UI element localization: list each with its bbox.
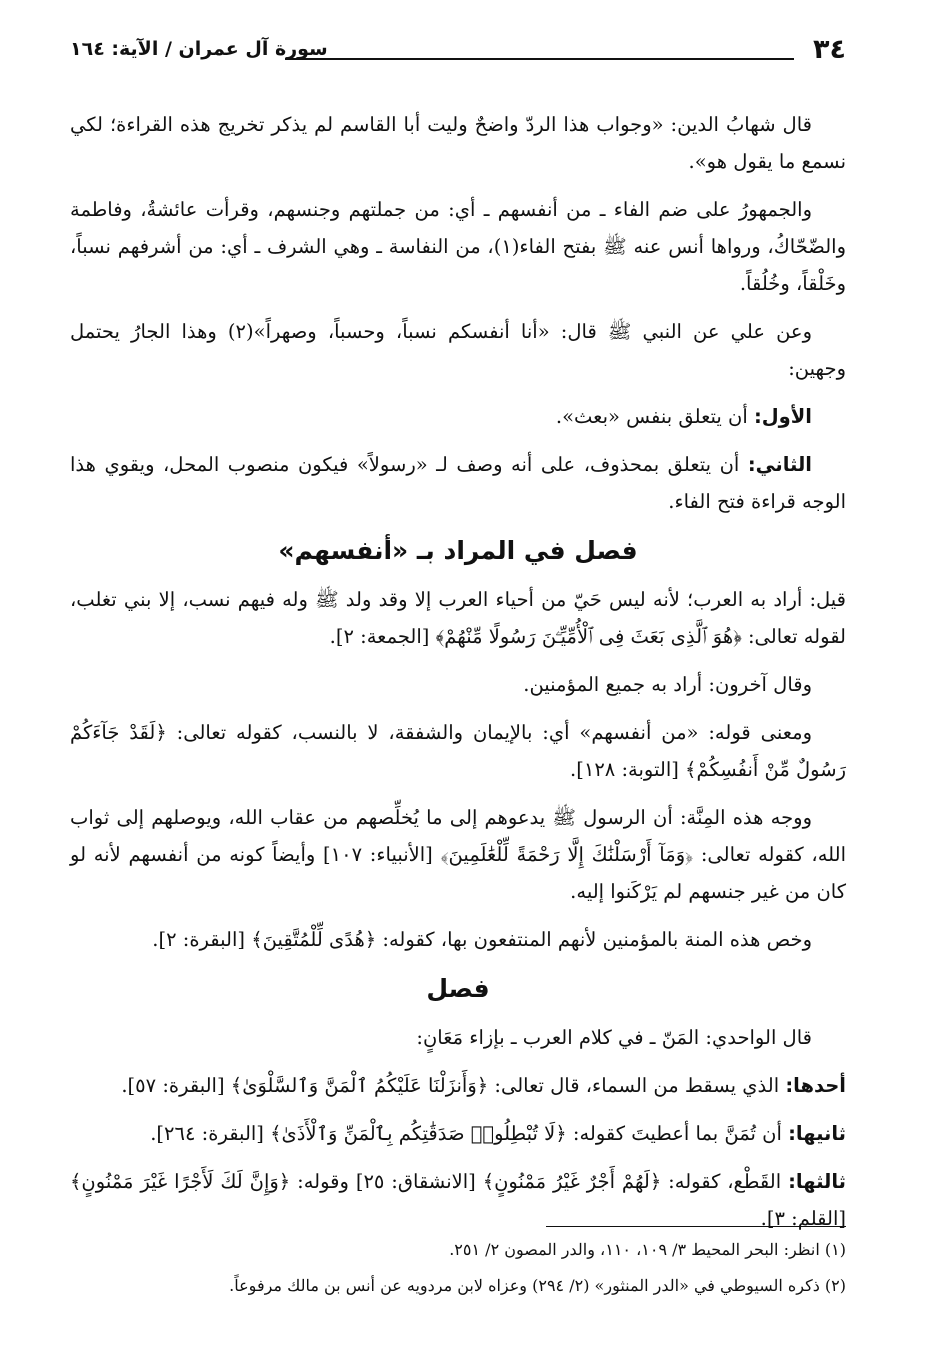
term-label: الأول:	[753, 405, 812, 428]
paragraph: قال شهابُ الدين: «وجواب هذا الردّ واضحٌ وليت أبا القاسم لم يذكر تخريج هذه القراءة؛ لكي نسمع ما يقول هو».	[70, 113, 846, 173]
page-number: ٣٤	[813, 34, 846, 65]
page-body	[70, 106, 846, 1248]
paragraph: ومعنى قوله: «من أنفسهم» أي: بالإيمان والشفقة، لا بالنسب، كقوله تعالى: ﴿لَقَدْ جَآءَكُمْ رَسُولٌ مِّنْ أَنفُسِكُمْ﴾ [التوبة: ١٢٨].	[70, 721, 846, 781]
term-text: أن يتعلق بنفس «بعث».	[555, 405, 748, 428]
paragraph: ووجه هذه المِنَّة: أن الرسول ﷺ يدعوهم إلى ما يُخلِّصهم من عقاب الله، ويوصلهم إلى ثواب الله، كقوله تعالى: ﴿وَمَآ أَرْسَلْنَٰكَ إِلَّا رَحْمَةً لِّلْعَٰلَمِينَ﴾ [الأنبياء: ١٠٧] وأيضاً كونه من أنفسهم لأنه لو كان من غير جنسهم لم يَرْكَنوا إليه.	[70, 806, 846, 903]
header-rule	[285, 58, 794, 60]
footnotes	[70, 1226, 846, 1307]
section-heading: فصل في المراد بـ «أنفسهم»	[278, 536, 638, 565]
running-title: سورة آل عمران / الآية: ١٦٤	[70, 38, 328, 60]
term-text: أن تُمَنَّ بما أعطيتَ كقوله: ﴿لَا تُبْطِلُوا۟ صَدَقَٰتِكُم بِٱلْمَنِّ وَٱلْأَذَىٰ﴾ [البقرة: ٢٦٤].	[150, 1122, 782, 1145]
paragraph	[70, 398, 846, 435]
page-header	[70, 34, 846, 70]
term-label: ثانيها:	[788, 1122, 846, 1145]
footnote: (١) انظر: البحر المحيط ٣/ ١٠٩، ١١٠، والدر المصون ٢/ ٢٥١.	[449, 1240, 846, 1259]
paragraph	[70, 1067, 846, 1104]
term-label: الثاني:	[747, 453, 812, 476]
paragraph	[70, 1115, 846, 1152]
paragraph: قال الواحدي: المَنّ ـ في كلام العرب ـ بإزاء مَعَانٍ:	[416, 1026, 812, 1049]
paragraph: وعن علي عن النبي ﷺ قال: «أنا أنفسكم نسباً، وحسباً، وصهراً»(٢) وهذا الجارُ يحتمل وجهين:	[70, 320, 846, 380]
term-text: أن يتعلق بمحذوف، على أنه وصف لـ «رسولاً» فيكون منصوب المحل، ويقوي هذا الوجه قراءة فتح الفاء.	[70, 453, 846, 513]
paragraph: وقال آخرون: أراد به جميع المؤمنين.	[523, 673, 812, 696]
paragraph	[70, 446, 846, 520]
paragraph: وخص هذه المنة بالمؤمنين لأنهم المنتفعون بها، كقوله: ﴿هُدًى لِّلْمُتَّقِينَ﴾ [البقرة: ٢].	[152, 928, 812, 951]
footnote: (٢) ذكره السيوطي في «الدر المنثور» (٢/ ٢٩٤) وعزاه لابن مردويه عن أنس بن مالك مرفوعاً.	[229, 1276, 846, 1295]
term-text: الذي يسقط من السماء، قال تعالى: ﴿وَأَنزَلْنَا عَلَيْكُمُ ٱلْمَنَّ وَٱلسَّلْوَىٰ﴾ [البقرة: ٥٧].	[121, 1074, 780, 1097]
paragraph: قيل: أراد به العرب؛ لأنه ليس حَيّ من أحياء العرب إلا وقد ولد ﷺ وله فيهم نسب، إلا بني تغلب، لقوله تعالى: ﴿هُوَ ٱلَّذِى بَعَثَ فِى ٱلْأُمِّيِّـۧنَ رَسُولًا مِّنْهُمْ﴾ [الجمعة: ٢].	[70, 588, 846, 648]
term-text: القَطْع، كقوله: ﴿لَهُمْ أَجْرٌ غَيْرُ مَمْنُونٍ﴾ [الانشقاق: ٢٥] وقوله: ﴿وَإِنَّ لَكَ لَأَجْرًا غَيْرَ مَمْنُونٍ﴾ [القلم: ٣].	[70, 1170, 846, 1230]
term-label: أحدها:	[785, 1074, 846, 1097]
term-label: ثالثها:	[788, 1170, 846, 1193]
paragraph: والجمهورُ على ضم الفاء ـ من أنفسهم ـ أي: من جملتهم وجنسهم، وقرأت عائشةُ، وفاطمة والضّحّاكُ، ورواها أنس عنه ﷺ بفتح الفاء(١)، من النفاسة ـ وهي الشرف ـ أي: من أشرفهم نسباً، وخَلْقاً، وخُلُقاً.	[70, 198, 846, 295]
footnote-rule	[546, 1226, 846, 1227]
section-heading: فصل	[426, 974, 490, 1003]
